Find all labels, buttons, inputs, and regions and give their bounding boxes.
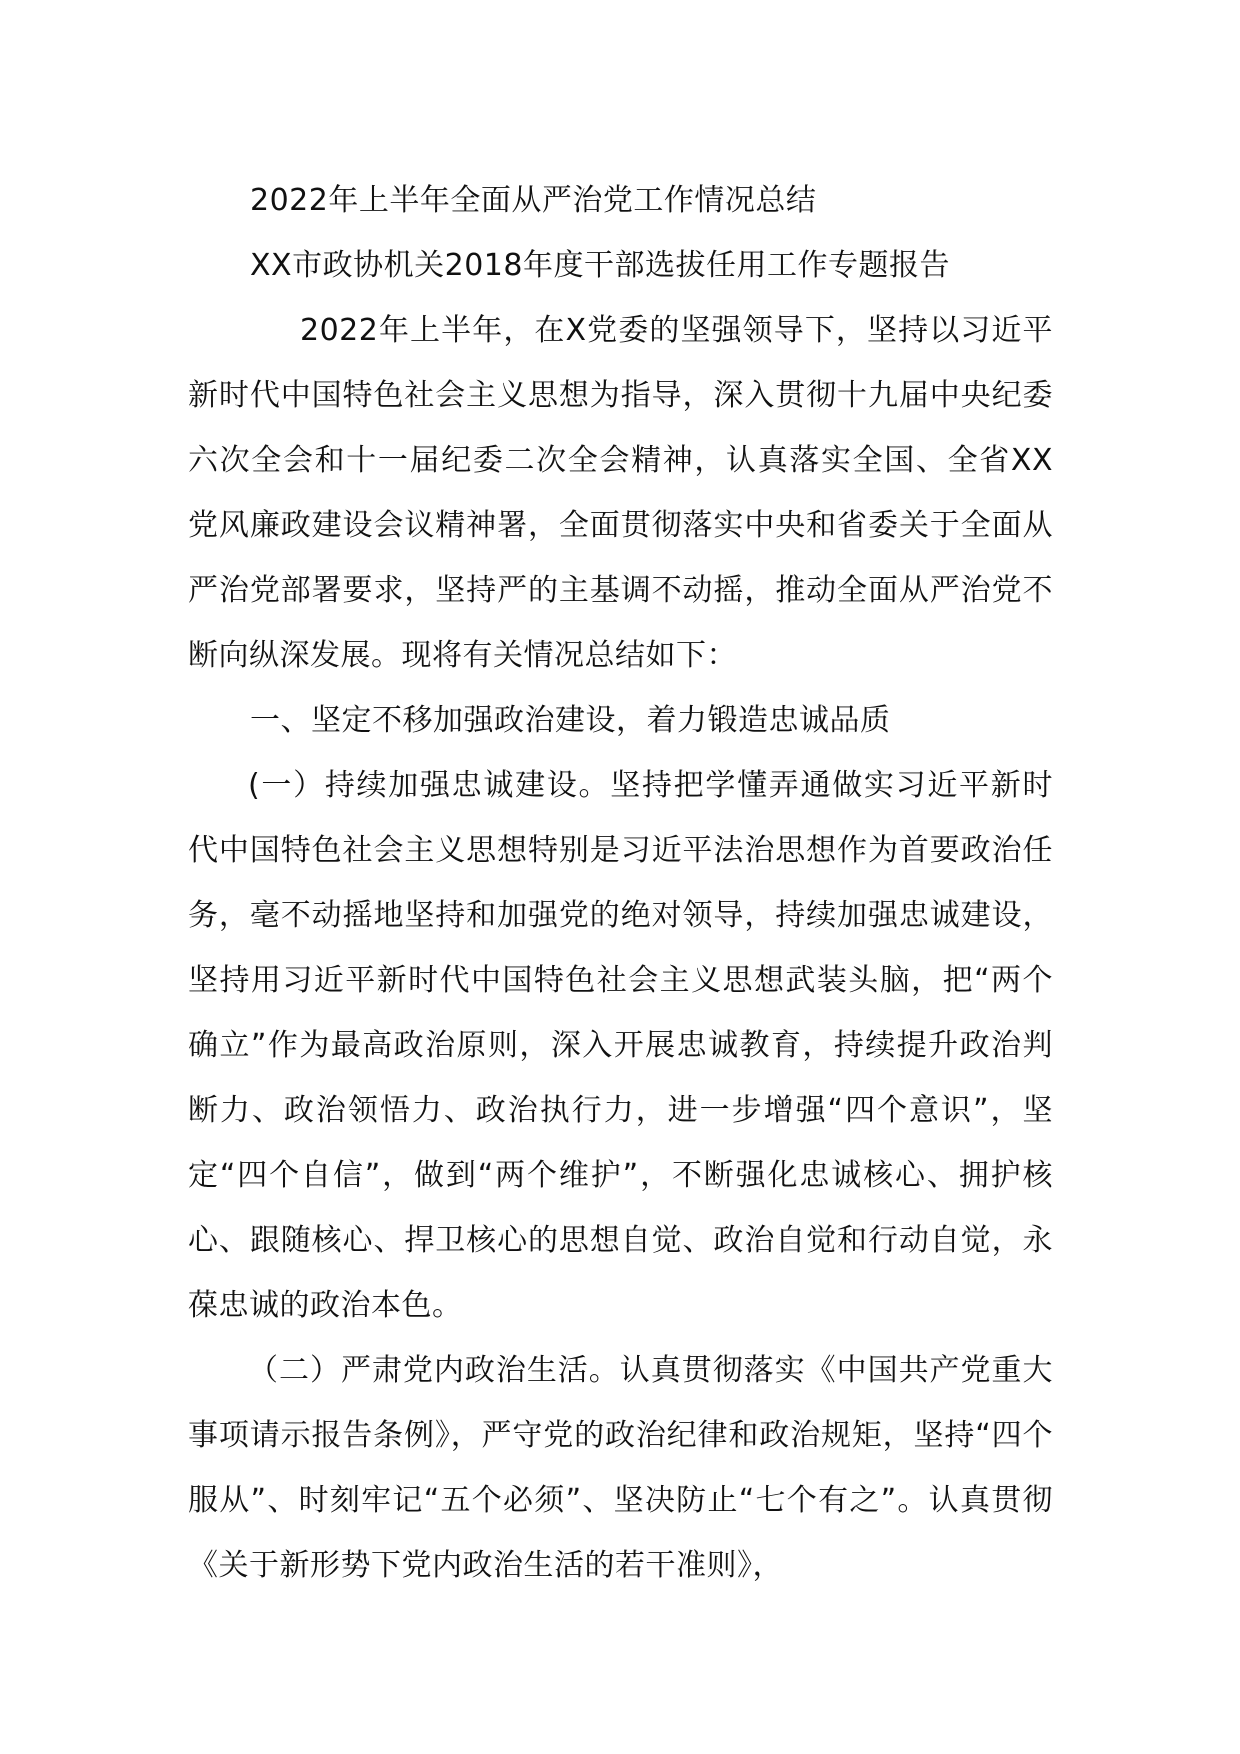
document-body bbox=[188, 168, 1053, 1598]
subsection-paragraph-2: （二）严肃党内政治生活。认真贯彻落实《中国共产党重大事项请示报告条例》，严守党的政治纪律和政治规矩，坚持“四个服从”、时刻牢记“五个必须”、坚决防止“七个有之”。认真贯彻《关于新形势下党内政治生活的若干准则》， bbox=[188, 1353, 1053, 1583]
subsection-paragraph-1: (一）持续加强忠诚建设。坚持把学懂弄通做实习近平新时代中国特色社会主义思想特别是习近平法治思想作为首要政治任务，毫不动摇地坚持和加强党的绝对领导，持续加强忠诚建设，坚持用习近平新时代中国特色社会主义思想武装头脑，把“两个确立”作为最高政治原则，深入开展忠诚教育，持续提升政治判断力、政治领悟力、政治执行力，进一步增强“四个意识”，坚定“四个自信”，做到“两个维护”，不断强化忠诚核心、拥护核心、跟随核心、捍卫核心的思想自觉、政治自觉和行动自觉，永葆忠诚的政治本色。 bbox=[188, 768, 1053, 1323]
intro-paragraph: 2022年上半年，在X党委的坚强领导下，坚持以习近平新时代中国特色社会主义思想为指导，深入贯彻十九届中央纪委六次全会和十一届纪委二次全会精神，认真落实全国、全省XX党风廉政建设会议精神署，全面贯彻落实中央和省委关于全面从严治党部署要求，坚持严的主基调不动摇，推动全面从严治党不断向纵深发展。现将有关情况总结如下： bbox=[188, 313, 1053, 673]
document-title: 2022年上半年全面从严治党工作情况总结 bbox=[250, 183, 817, 218]
section-heading: 一、坚定不移加强政治建设，着力锻造忠诚品质 bbox=[250, 703, 891, 738]
document-subtitle: XX市政协机关2018年度干部选拔任用工作专题报告 bbox=[250, 248, 950, 283]
